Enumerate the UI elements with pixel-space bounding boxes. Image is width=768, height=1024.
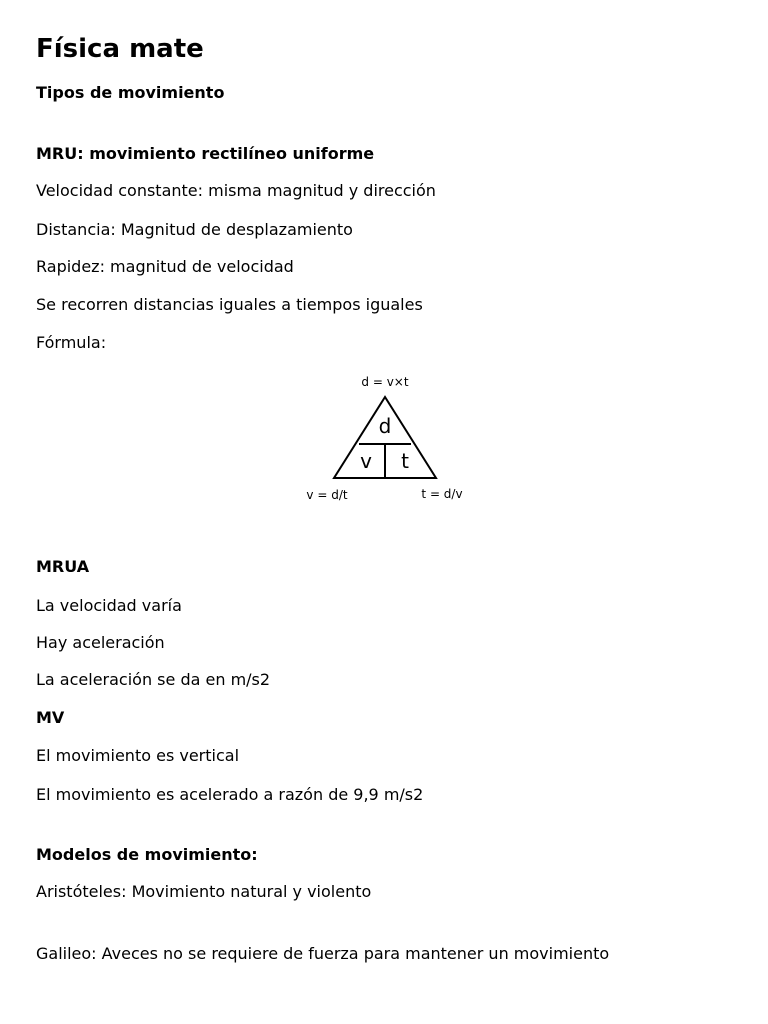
formula-cell-t: t (401, 449, 409, 473)
modelos-heading: Modelos de movimiento: (36, 845, 258, 864)
mrua-line-unidad: La aceleración se da en m/s2 (36, 670, 271, 689)
page-title: Física mate (36, 34, 204, 64)
formula-cell-v: v (360, 449, 372, 473)
formula-left-label: v = d/t (306, 488, 348, 502)
mru-heading: MRU: movimiento rectilíneo uniforme (36, 144, 375, 163)
mrua-line-aceleracion: Hay aceleración (36, 633, 165, 652)
mv-heading: MV (36, 708, 65, 727)
section-subtitle: Tipos de movimiento (36, 83, 225, 102)
mru-line-velocidad: Velocidad constante: misma magnitud y dirección (36, 181, 436, 200)
mru-line-formula: Fórmula: (36, 333, 107, 352)
formula-right-label: t = d/v (421, 487, 463, 501)
formula-cell-d: d (378, 414, 392, 438)
formula-triangle-diagram (296, 368, 476, 508)
formula-triangle-figure (296, 368, 476, 508)
mrua-line-velocidad-varia: La velocidad varía (36, 596, 182, 615)
modelos-line-aristoteles: Aristóteles: Movimiento natural y violento (36, 882, 372, 901)
mru-line-rapidez: Rapidez: magnitud de velocidad (36, 257, 294, 276)
formula-top-label: d = v×t (361, 375, 409, 389)
mrua-heading: MRUA (36, 557, 90, 576)
mv-line-acelerado: El movimiento es acelerado a razón de 9,9 m/s2 (36, 785, 424, 804)
mru-line-distancias-iguales: Se recorren distancias iguales a tiempos iguales (36, 295, 423, 314)
mru-line-distancia: Distancia: Magnitud de desplazamiento (36, 220, 353, 239)
modelos-line-galileo: Galileo: Aveces no se requiere de fuerza para mantener un movimiento (36, 944, 610, 963)
mv-line-vertical: El movimiento es vertical (36, 746, 240, 765)
